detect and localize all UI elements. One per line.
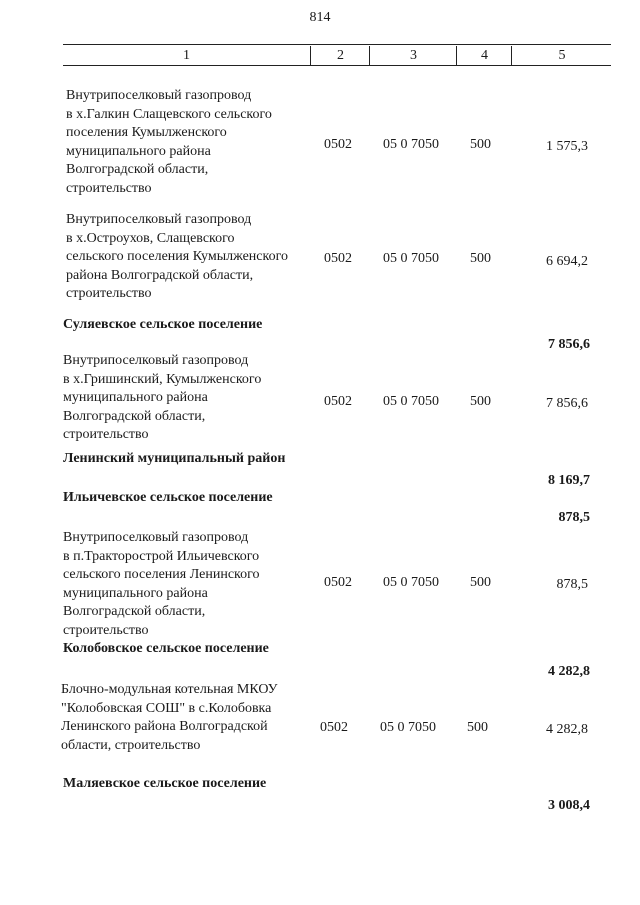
description-line: Блочно-модульная котельная МКОУ [61, 682, 278, 697]
header-col-5: 5 [511, 46, 612, 65]
row-description [66, 87, 316, 198]
row-description [66, 211, 316, 304]
header-top-rule [63, 44, 611, 45]
header-col-4: 4 [456, 46, 512, 65]
description-line: области, строительство [61, 737, 201, 753]
description-line: Внутрипоселковый газопровод [66, 212, 252, 227]
section-code: 0502 [320, 720, 348, 735]
amount: 7 856,6 [546, 396, 588, 411]
page-number: 814 [309, 10, 331, 25]
section-title: Маляевское сельское поселение [63, 776, 267, 791]
description-line: Внутрипоселковый газопровод [63, 353, 249, 368]
expense-type-code: 500 [470, 394, 491, 409]
header-bottom-rule [63, 65, 611, 66]
description-line: Внутрипоселковый газопровод [63, 530, 249, 545]
section-code: 0502 [324, 137, 352, 152]
table-header [63, 44, 611, 68]
section-sum: 878,5 [558, 510, 590, 525]
section-sum: 4 282,8 [548, 664, 590, 679]
description-line: муниципального района [63, 390, 208, 405]
header-col-1: 1 [183, 48, 190, 63]
description-line: муниципального района [66, 143, 211, 159]
expense-type-code: 500 [470, 137, 491, 152]
article-code: 05 0 7050 [383, 394, 439, 409]
description-line: в х.Галкин Слащевского сельского [66, 106, 272, 122]
section-code: 0502 [324, 575, 352, 590]
description-line: Ленинского района Волгоградской [61, 719, 268, 734]
header-col-3: 3 [369, 46, 457, 65]
row-description [63, 352, 313, 445]
description-line: Волгоградской области, [63, 604, 206, 619]
description-line: в п.Тракторострой Ильичевского [63, 548, 260, 564]
description-line: поселения Кумылженского [66, 125, 227, 140]
description-line: Волгоградской области, [63, 408, 206, 424]
expense-type-code: 500 [467, 720, 488, 735]
expense-type-code: 500 [470, 575, 491, 590]
article-code: 05 0 7050 [383, 251, 439, 266]
row-description [61, 681, 311, 755]
description-line: строительство [63, 622, 149, 638]
section-sum: 8 169,7 [548, 473, 590, 488]
expense-type-code: 500 [470, 251, 491, 266]
section-title: Колобовское сельское поселение [63, 641, 269, 656]
header-col-2: 2 [310, 46, 370, 65]
amount: 6 694,2 [546, 254, 588, 269]
description-line: строительство [66, 180, 152, 196]
description-line: строительство [63, 427, 149, 442]
amount: 1 575,3 [546, 139, 588, 154]
section-title: Суляевское сельское поселение [63, 317, 263, 332]
article-code: 05 0 7050 [383, 575, 439, 590]
description-line: сельского поселения Кумылженского [66, 249, 288, 264]
article-code: 05 0 7050 [383, 137, 439, 152]
article-code: 05 0 7050 [380, 720, 436, 735]
row-description [63, 529, 313, 640]
section-title: Ленинский муниципальный район [63, 451, 286, 466]
description-line: строительство [66, 286, 152, 301]
section-title: Ильичевское сельское поселение [63, 490, 273, 505]
description-line: в х.Остроухов, Слащевского [66, 230, 235, 246]
description-line: "Колобовская СОШ" в с.Колобовка [61, 700, 272, 716]
description-line: муниципального района [63, 585, 208, 601]
section-code: 0502 [324, 394, 352, 409]
amount: 878,5 [556, 577, 588, 592]
description-line: в х.Гришинский, Кумылженского [63, 371, 262, 387]
description-line: Внутрипоселковый газопровод [66, 88, 252, 103]
section-sum: 7 856,6 [548, 337, 590, 352]
description-line: сельского поселения Ленинского [63, 567, 260, 582]
description-line: Волгоградской области, [66, 162, 209, 177]
section-sum: 3 008,4 [548, 798, 590, 813]
amount: 4 282,8 [546, 722, 588, 737]
section-code: 0502 [324, 251, 352, 266]
description-line: района Волгоградской области, [66, 267, 254, 283]
